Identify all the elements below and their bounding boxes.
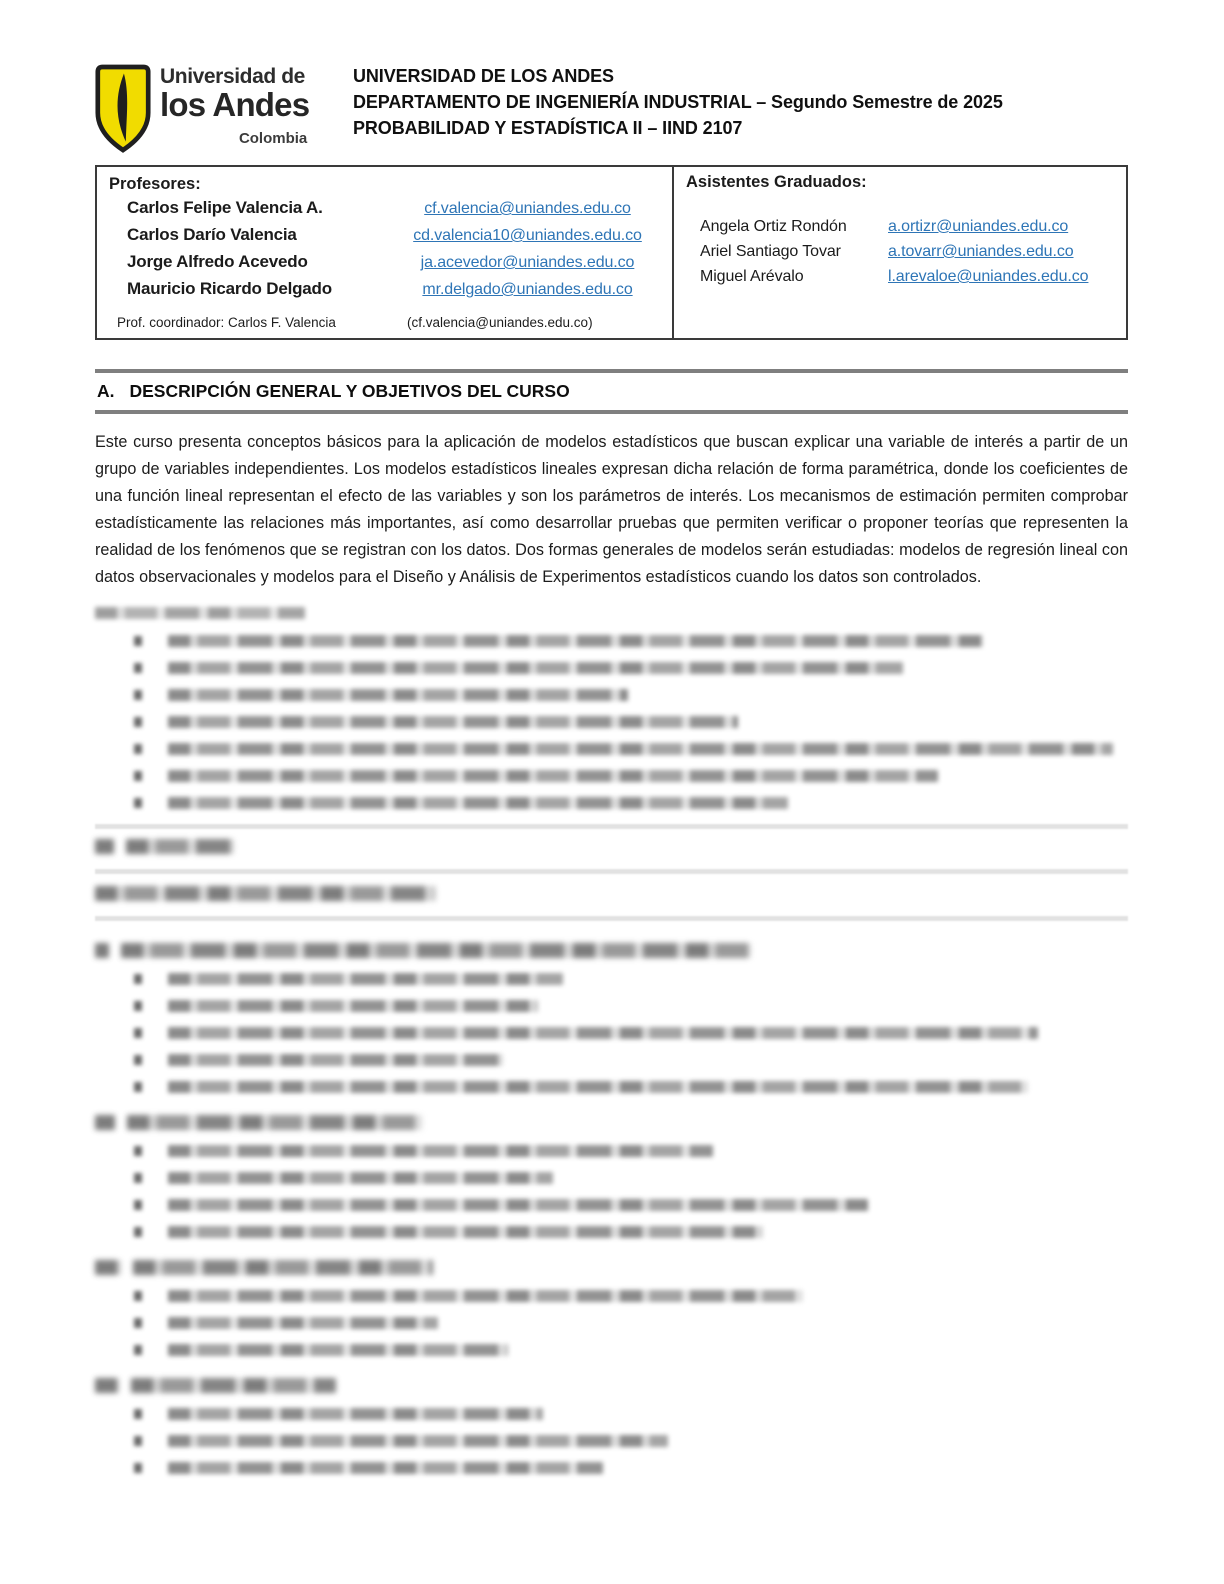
redacted-list-item <box>95 635 1128 647</box>
redacted-heading <box>95 1115 1128 1130</box>
redacted-text-line <box>168 1145 713 1157</box>
professor-email-link[interactable]: ja.acevedor@uniandes.edu.co <box>420 254 635 271</box>
assistants-cell <box>672 167 1126 338</box>
syllabus-document <box>95 0 1128 1474</box>
assistant-name: Miguel Arévalo <box>700 268 804 285</box>
bullet-icon <box>134 771 142 781</box>
uniandes-logo <box>95 60 333 156</box>
course-description-paragraph: Este curso presenta conceptos básicos para la aplicación de modelos estadísticos que buscan explicar una variable de interés a partir de un grupo de variables independientes. Los modelos estadísticos lineales expresan dicha relación de forma paramétrica, donde los coeficientes de una función lineal representan el efecto de las variables y son los parámetros de interés. Los mecanismos de estimación permiten comprobar estadísticamente las relaciones más importantes, así como desarrollar pruebas que permiten verificar o proponer teorías que representen la realidad de los fenómenos que se registran con los datos. Dos formas generales de modelos serán estudiadas: modelos de regresión lineal con datos observacionales y modelos para el Diseño y Análisis de Experimentos estadísticos cuando los datos son controlados. <box>95 433 1128 586</box>
redacted-heading-text <box>121 943 751 958</box>
redacted-section-rule <box>95 916 1128 921</box>
professor-email-link[interactable]: cd.valencia10@uniandes.edu.co <box>413 227 642 244</box>
redacted-list-item <box>95 1081 1128 1093</box>
professor-row <box>127 252 660 279</box>
redacted-text-line <box>168 1317 438 1329</box>
assistant-row <box>700 243 1114 268</box>
redacted-list-item <box>95 1435 1128 1447</box>
bullet-icon <box>134 1291 142 1301</box>
redacted-list-item <box>95 743 1128 755</box>
professor-name: Carlos Felipe Valencia A. <box>127 198 323 217</box>
redacted-text-line <box>168 1344 508 1356</box>
professor-name: Mauricio Ricardo Delgado <box>127 279 332 298</box>
redacted-heading <box>95 943 1128 958</box>
redacted-bullet-list <box>95 1290 1128 1356</box>
redacted-text-line <box>168 1172 553 1184</box>
assistant-row <box>700 268 1114 293</box>
section-a-rule-bottom <box>95 410 1128 414</box>
redacted-intro-line <box>95 607 305 619</box>
redacted-list-item <box>95 797 1128 809</box>
redacted-list-item <box>95 1027 1128 1039</box>
redacted-text-line <box>168 662 903 674</box>
bullet-icon <box>134 744 142 754</box>
bullet-icon <box>134 1436 142 1446</box>
logo-line-1: Universidad de <box>160 65 305 88</box>
redacted-text-line <box>168 1054 503 1066</box>
bullet-icon <box>134 636 142 646</box>
redacted-text-line <box>168 1027 1038 1039</box>
redacted-heading-prefix <box>95 943 109 958</box>
bullet-icon <box>134 1409 142 1419</box>
document-header <box>95 60 1128 156</box>
redacted-text-line <box>168 770 938 782</box>
university-title: UNIVERSIDAD DE LOS ANDES <box>353 66 614 86</box>
redacted-list-item <box>95 1408 1128 1420</box>
redacted-heading <box>95 1378 1128 1393</box>
professor-row <box>127 225 660 252</box>
redacted-text-line <box>168 635 983 647</box>
logo-line-3: Colombia <box>238 130 308 147</box>
redacted-list-item <box>95 770 1128 782</box>
coordinator-label: Prof. coordinador: Carlos F. Valencia <box>117 315 336 330</box>
redacted-text-line <box>168 716 738 728</box>
redacted-list-item <box>95 1317 1128 1329</box>
bullet-icon <box>134 798 142 808</box>
redacted-list-item <box>95 1145 1128 1157</box>
redacted-list-item <box>95 1000 1128 1012</box>
bullet-icon <box>134 1082 142 1092</box>
redacted-bullet-list <box>95 1145 1128 1238</box>
redacted-text-line <box>168 1226 763 1238</box>
coordinator-email: (cf.valencia@uniandes.edu.co) <box>407 315 593 330</box>
redacted-text-line <box>168 1290 803 1302</box>
course-code-title: PROBABILIDAD Y ESTADÍSTICA II – IIND 2107 <box>353 118 743 138</box>
redacted-heading <box>95 1260 1128 1275</box>
redacted-text-line <box>168 1462 603 1474</box>
assistants-list <box>700 218 1114 293</box>
redacted-text-line <box>168 973 563 985</box>
redacted-heading-prefix <box>95 1260 121 1275</box>
redacted-text-line <box>168 797 788 809</box>
redacted-list-item <box>95 1199 1128 1211</box>
redacted-heading-prefix <box>95 1378 119 1393</box>
redacted-list-item <box>95 716 1128 728</box>
professors-cell <box>97 167 672 338</box>
assistant-name: Ariel Santiago Tovar <box>700 243 841 260</box>
bullet-icon <box>134 690 142 700</box>
assistants-label: Asistentes Graduados: <box>686 173 867 191</box>
redacted-text-line <box>168 1199 868 1211</box>
assistant-name: Angela Ortiz Rondón <box>700 218 847 235</box>
redacted-subheading <box>95 886 435 901</box>
bullet-icon <box>134 1200 142 1210</box>
professor-row <box>127 279 660 306</box>
bullet-icon <box>134 974 142 984</box>
redacted-list-item <box>95 1290 1128 1302</box>
assistant-email-link[interactable]: a.ortizr@uniandes.edu.co <box>888 218 1069 235</box>
redacted-heading-prefix <box>95 1115 115 1130</box>
bullet-icon <box>134 663 142 673</box>
section-a-prefix: A. <box>97 381 115 401</box>
redacted-bullet-list <box>95 635 1128 809</box>
redacted-text-line <box>168 1000 538 1012</box>
bullet-icon <box>134 1173 142 1183</box>
redacted-text-line <box>168 1435 668 1447</box>
redacted-list-item <box>95 1462 1128 1474</box>
uniandes-shield-icon <box>95 62 151 156</box>
redacted-list-item <box>95 1172 1128 1184</box>
department-semester-title: DEPARTAMENTO DE INGENIERÍA INDUSTRIAL – Segundo Semestre de 2025 <box>353 92 1003 112</box>
professor-row <box>127 198 660 225</box>
redacted-list-item <box>95 1226 1128 1238</box>
bullet-icon <box>134 717 142 727</box>
bullet-icon <box>134 1028 142 1038</box>
redacted-text-line <box>168 743 1113 755</box>
redacted-content <box>95 607 1128 1474</box>
redacted-list-item <box>95 662 1128 674</box>
redacted-text-line <box>168 1081 1028 1093</box>
redacted-text-line <box>168 689 628 701</box>
bullet-icon <box>134 1318 142 1328</box>
professors-list <box>127 198 660 306</box>
bullet-icon <box>134 1146 142 1156</box>
bullet-icon <box>134 1227 142 1237</box>
coordinator-row <box>117 315 660 330</box>
professor-name: Jorge Alfredo Acevedo <box>127 252 308 271</box>
redacted-list-item <box>95 1344 1128 1356</box>
course-title-block <box>353 60 1003 141</box>
redacted-bullet-list <box>95 1408 1128 1474</box>
redacted-bullet-list <box>95 973 1128 1093</box>
bullet-icon <box>134 1001 142 1011</box>
assistant-email-link[interactable]: a.tovarr@uniandes.edu.co <box>888 243 1074 260</box>
redacted-heading-prefix <box>95 839 114 854</box>
assistant-email-link[interactable]: l.arevaloe@uniandes.edu.co <box>888 268 1089 285</box>
redacted-heading-text <box>126 839 234 854</box>
staff-table <box>95 165 1128 340</box>
redacted-list-item <box>95 1054 1128 1066</box>
redacted-section-rule <box>95 869 1128 874</box>
redacted-section-rule <box>95 824 1128 829</box>
logo-line-2: los Andes <box>160 86 310 123</box>
section-a-heading <box>95 373 1128 410</box>
section-a-title: DESCRIPCIÓN GENERAL Y OBJETIVOS DEL CURSO <box>129 381 570 401</box>
redacted-heading <box>95 839 1128 854</box>
redacted-list-item <box>95 689 1128 701</box>
bullet-icon <box>134 1463 142 1473</box>
redacted-heading-text <box>131 1378 336 1393</box>
uniandes-wordmark <box>160 60 309 156</box>
redacted-list-item <box>95 973 1128 985</box>
bullet-icon <box>134 1345 142 1355</box>
bullet-icon <box>134 1055 142 1065</box>
redacted-heading-text <box>127 1115 422 1130</box>
assistant-row <box>700 218 1114 243</box>
professor-name: Carlos Darío Valencia <box>127 225 297 244</box>
redacted-text-line <box>168 1408 543 1420</box>
redacted-heading-text <box>133 1260 433 1275</box>
professors-label: Profesores: <box>109 175 201 193</box>
professor-email-link[interactable]: mr.delgado@uniandes.edu.co <box>422 281 633 298</box>
professor-email-link[interactable]: cf.valencia@uniandes.edu.co <box>424 200 631 217</box>
